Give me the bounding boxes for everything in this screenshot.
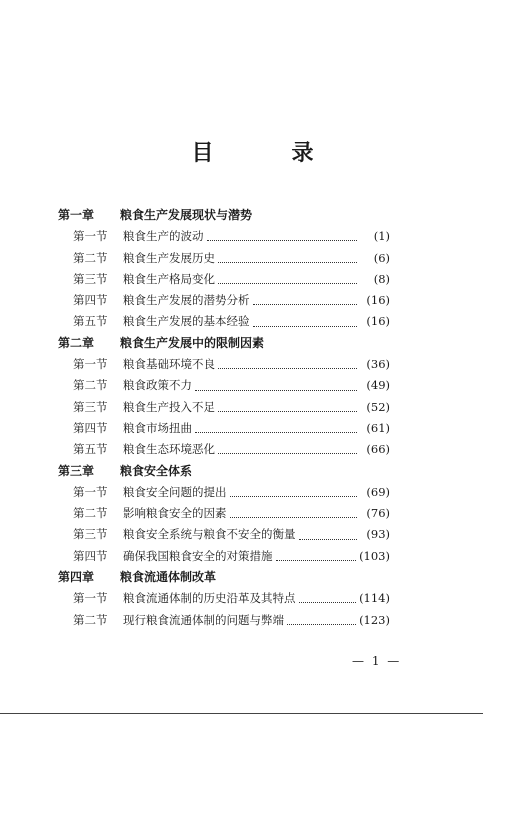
- section-title: 粮食生产的波动: [123, 229, 204, 244]
- toc-entry[interactable]: [58, 439, 390, 460]
- section-title: 粮食生态环境恶化: [123, 442, 215, 457]
- toc-entry[interactable]: [58, 418, 390, 439]
- toc-entry[interactable]: [58, 546, 390, 567]
- page-ref: (93): [366, 527, 390, 542]
- dot-leader: [207, 232, 358, 241]
- dot-leader: [299, 594, 357, 603]
- page-ref: (6): [373, 250, 390, 265]
- page-ref: (1): [373, 229, 390, 244]
- section-title: 粮食生产发展的潜势分析: [123, 293, 250, 308]
- section-number: 第二节: [73, 250, 108, 265]
- page-number: — 1 —: [352, 654, 402, 668]
- chapter-heading[interactable]: [58, 205, 390, 226]
- section-number: 第二节: [73, 506, 108, 521]
- toc-entry[interactable]: [58, 226, 390, 247]
- page-ref: (76): [366, 506, 390, 521]
- chapter-number: 第二章: [58, 335, 95, 350]
- section-title: 现行粮食流通体制的问题与弊端: [123, 612, 284, 627]
- toc-entry[interactable]: [58, 482, 390, 503]
- chapter-number: 第四章: [58, 570, 95, 585]
- dot-leader: [195, 424, 357, 433]
- toc-entry[interactable]: [58, 610, 390, 631]
- page-ref: (114): [359, 591, 390, 606]
- page-ref: (36): [366, 357, 390, 372]
- table-of-contents: [58, 205, 390, 631]
- chapter-heading[interactable]: [58, 333, 390, 354]
- dot-leader: [276, 552, 357, 561]
- section-title: 粮食流通体制的历史沿革及其特点: [123, 591, 296, 606]
- dot-leader: [218, 275, 357, 284]
- section-number: 第一节: [73, 229, 108, 244]
- toc-entry[interactable]: [58, 290, 390, 311]
- section-title: 粮食市场扭曲: [123, 420, 192, 435]
- section-number: 第四节: [73, 548, 108, 563]
- page-ref: (69): [366, 484, 390, 499]
- toc-entry[interactable]: [58, 397, 390, 418]
- page-ref: (103): [359, 548, 390, 563]
- bottom-rule: [0, 713, 483, 714]
- section-number: 第三节: [73, 399, 108, 414]
- toc-entry[interactable]: [58, 375, 390, 396]
- section-title: 粮食生产发展历史: [123, 250, 215, 265]
- toc-entry[interactable]: [58, 524, 390, 545]
- page-ref: (8): [373, 271, 390, 286]
- section-number: 第三节: [73, 271, 108, 286]
- chapter-title: 粮食流通体制改革: [120, 570, 217, 585]
- dot-leader: [287, 616, 356, 625]
- section-title: 粮食政策不力: [123, 378, 192, 393]
- page-ref: (66): [366, 442, 390, 457]
- section-title: 确保我国粮食安全的对策措施: [123, 548, 273, 563]
- section-number: 第四节: [73, 420, 108, 435]
- dot-leader: [218, 360, 357, 369]
- chapter-heading[interactable]: [58, 567, 390, 588]
- dot-leader: [230, 509, 358, 518]
- page-ref: (16): [366, 293, 390, 308]
- section-number: 第一节: [73, 357, 108, 372]
- page-ref: (49): [366, 378, 390, 393]
- page-ref: (16): [366, 314, 390, 329]
- dot-leader: [195, 382, 357, 391]
- section-number: 第二节: [73, 378, 108, 393]
- chapter-number: 第一章: [58, 208, 95, 222]
- dot-leader: [218, 445, 357, 454]
- dot-leader: [218, 403, 357, 412]
- chapter-title: 粮食安全体系: [120, 463, 193, 478]
- dot-leader: [253, 296, 358, 305]
- toc-entry[interactable]: [58, 311, 390, 332]
- dot-leader: [230, 488, 358, 497]
- section-number: 第三节: [73, 527, 108, 542]
- section-number: 第四节: [73, 293, 108, 308]
- section-number: 第一节: [73, 484, 108, 499]
- chapter-number: 第三章: [58, 463, 95, 478]
- section-title: 粮食生产投入不足: [123, 399, 215, 414]
- toc-entry[interactable]: [58, 269, 390, 290]
- toc-entry[interactable]: [58, 248, 390, 269]
- toc-entry[interactable]: [58, 503, 390, 524]
- section-number: 第二节: [73, 612, 108, 627]
- toc-entry[interactable]: [58, 588, 390, 609]
- page-title: 目 录: [191, 140, 342, 166]
- dot-leader: [218, 254, 357, 263]
- section-title: 粮食生产发展的基本经验: [123, 314, 250, 329]
- section-title: 粮食安全问题的提出: [123, 484, 227, 499]
- section-number: 第五节: [73, 442, 108, 457]
- toc-entry[interactable]: [58, 354, 390, 375]
- page-ref: (61): [366, 420, 390, 435]
- section-title: 粮食生产格局变化: [123, 271, 215, 286]
- page-ref: (123): [359, 612, 390, 627]
- chapter-title: 粮食生产发展中的限制因素: [120, 335, 265, 350]
- section-number: 第一节: [73, 591, 108, 606]
- section-title: 影响粮食安全的因素: [123, 506, 227, 521]
- chapter-heading[interactable]: [58, 461, 390, 482]
- dot-leader: [299, 531, 358, 540]
- section-title: 粮食基础环境不良: [123, 357, 215, 372]
- chapter-title: 粮食生产发展现状与潜势: [120, 208, 253, 222]
- dot-leader: [253, 318, 358, 327]
- section-number: 第五节: [73, 314, 108, 329]
- section-title: 粮食安全系统与粮食不安全的衡量: [123, 527, 296, 542]
- page-ref: (52): [366, 399, 390, 414]
